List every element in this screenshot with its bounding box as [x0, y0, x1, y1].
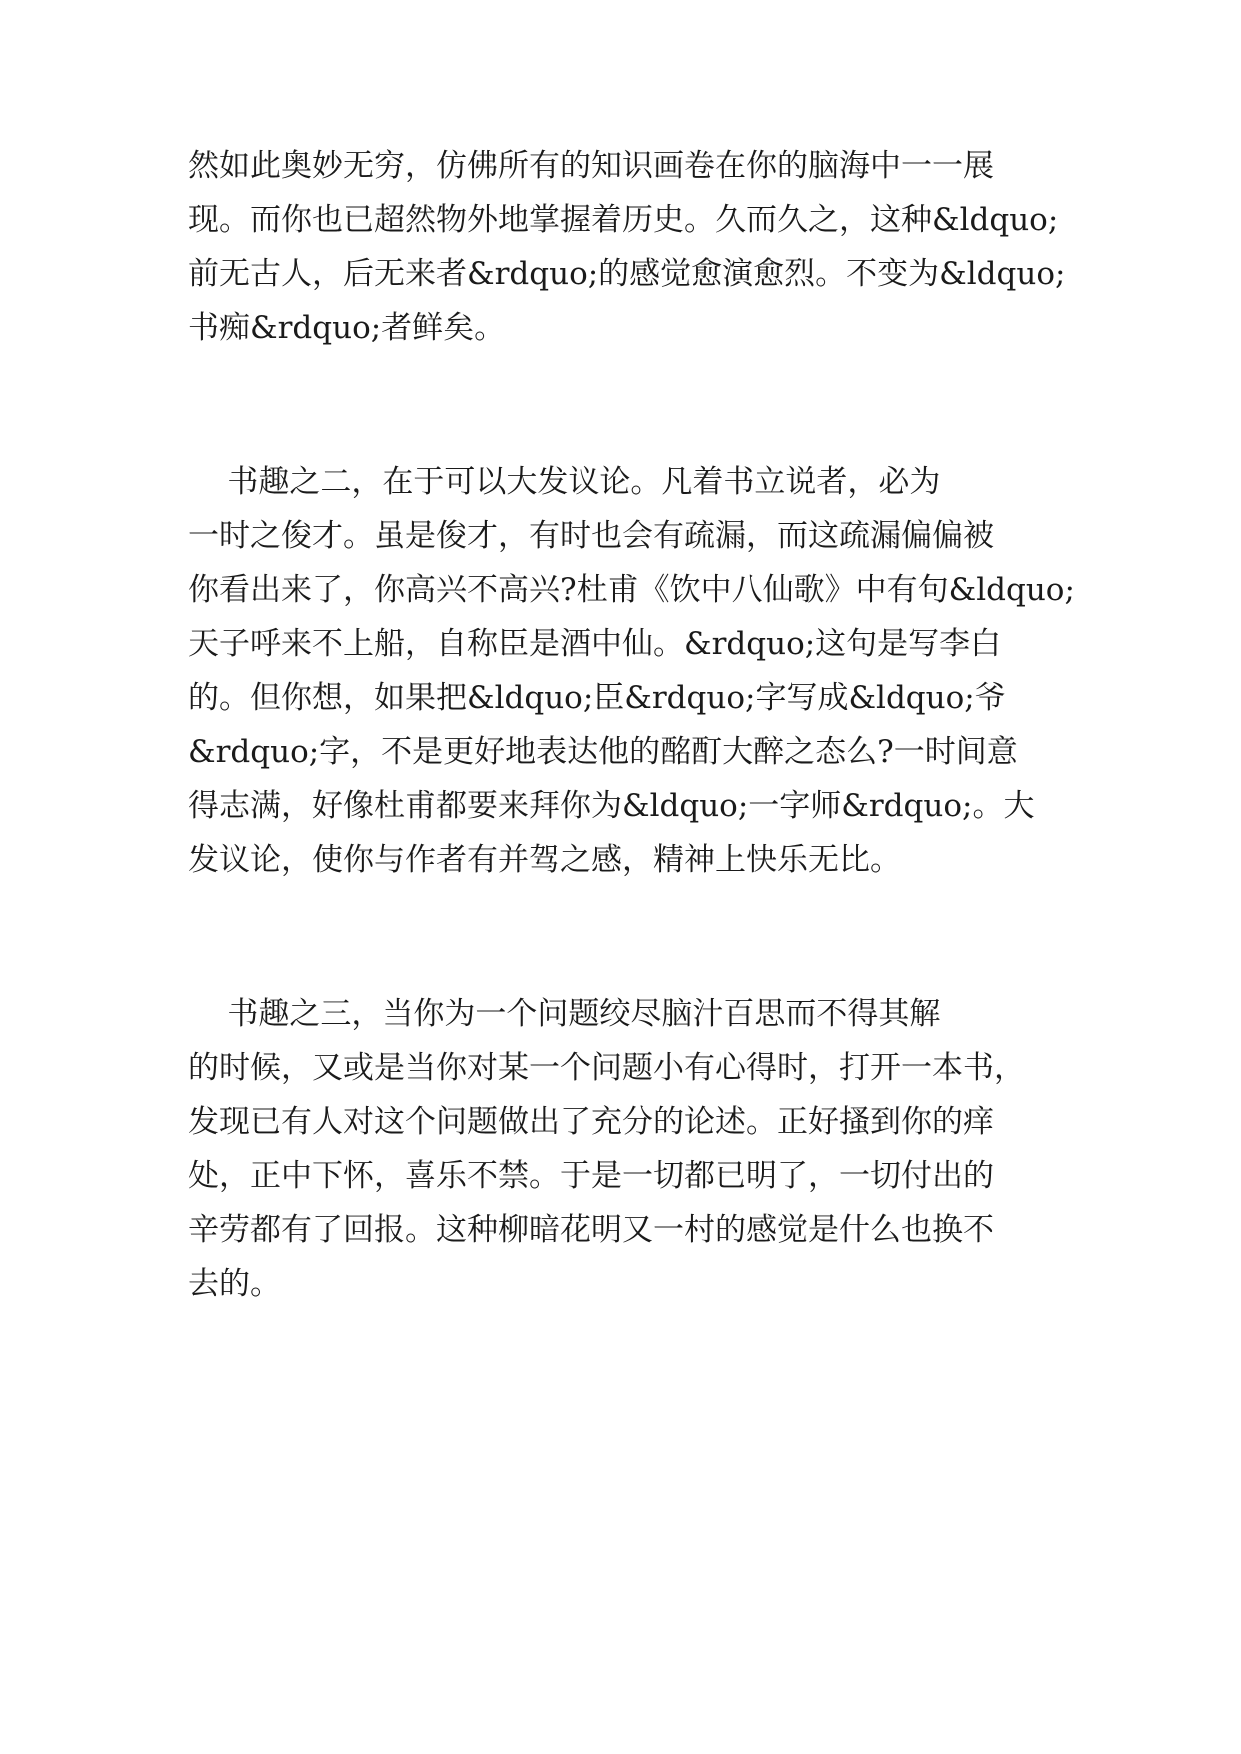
text-line: 辛劳都有了回报。这种柳暗花明又一村的感觉是什么也换不: [188, 1212, 994, 1248]
text-line: 处，正中下怀，喜乐不禁。于是一切都已明了，一切付出的: [188, 1158, 994, 1194]
text-line: &rdquo;字，不是更好地表达他的酩酊大醉之态么?一时间意: [188, 734, 1018, 770]
text-line: 的。但你想，如果把&ldquo;臣&rdquo;字写成&ldquo;爷: [188, 680, 1006, 716]
text-line: 书趣之二，在于可以大发议论。凡着书立说者，必为: [188, 464, 941, 500]
text-line: 去的。: [188, 1266, 281, 1302]
text-line: 的时候，又或是当你对某一个问题小有心得时，打开一本书，: [188, 1050, 1025, 1086]
text-line: 天子呼来不上船，自称臣是酒中仙。&rdquo;这句是写李白: [188, 626, 1002, 662]
text-line: 发议论，使你与作者有并驾之感，精神上快乐无比。: [188, 842, 901, 878]
text-line: 书趣之三，当你为一个问题绞尽脑汁百思而不得其解: [188, 996, 941, 1032]
text-line: 发现已有人对这个问题做出了充分的论述。正好搔到你的痒: [188, 1104, 994, 1140]
text-line: 前无古人，后无来者&rdquo;的感觉愈演愈烈。不变为&ldquo;: [188, 256, 1066, 292]
text-line: 一时之俊才。虽是俊才，有时也会有疏漏，而这疏漏偏偏被: [188, 518, 994, 554]
text-line: 然如此奥妙无穷，仿佛所有的知识画卷在你的脑海中一一展: [188, 148, 994, 184]
text-line: 现。而你也已超然物外地掌握着历史。久而久之，这种&ldquo;: [188, 202, 1059, 238]
text-line: 得志满，好像杜甫都要来拜你为&ldquo;一字师&rdquo;。大: [188, 788, 1035, 824]
text-line: 你看出来了，你高兴不高兴?杜甫《饮中八仙歌》中有句&ldquo;: [188, 572, 1075, 608]
text-line: 书痴&rdquo;者鲜矣。: [188, 310, 506, 346]
